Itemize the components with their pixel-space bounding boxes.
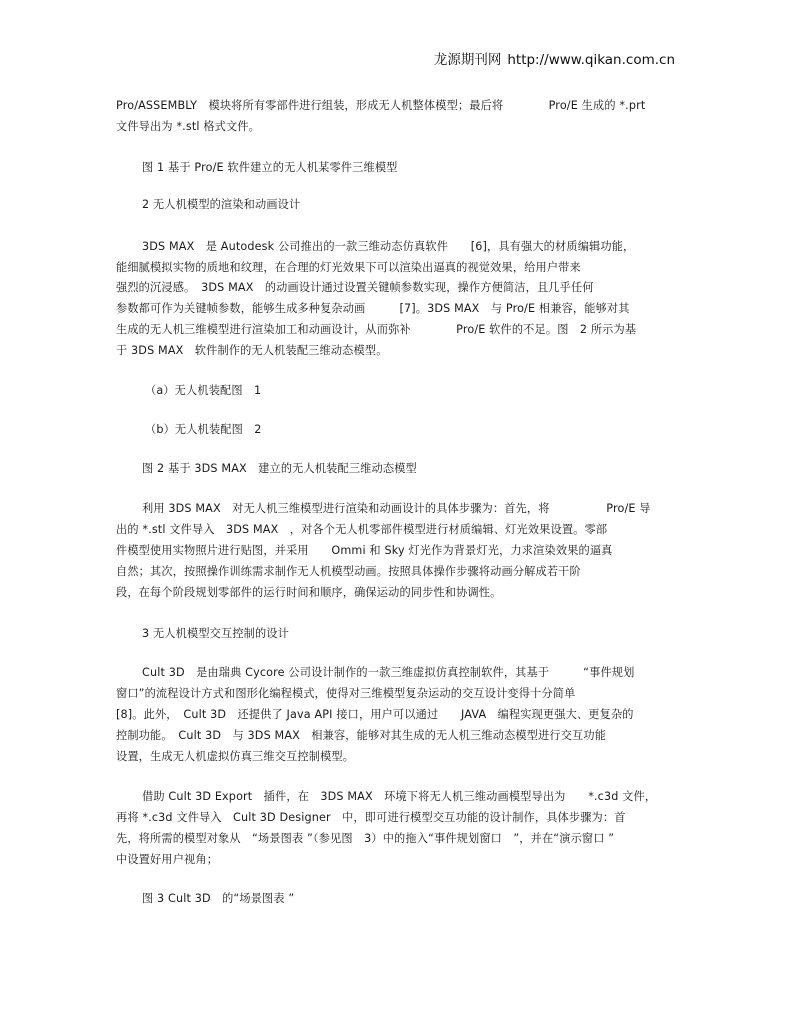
paragraph-line: 窗口”的流程设计方式和图形化编程模式，使得对三维模型复杂运动的交互设计变得十分简单	[116, 687, 576, 700]
paragraph-line: 先，将所需的模型对象从 “场景图表 ”（参见图 3）中的拖入“事件规划窗口 ”，并在“演示窗口 ”	[116, 832, 615, 845]
paragraph-line: 3DS MAX 是 Autodesk 公司推出的一款三维动态仿真软件 [6]，具有强大的材质编辑功能，	[142, 240, 635, 253]
figure-2-caption: 图 2 基于 3DS MAX 建立的无人机装配三维动态模型	[142, 462, 417, 475]
paragraph-line: 控制功能。 Cult 3D 与 3DS MAX 相兼容，能够对其生成的无人机三维动态模型进行交互功能	[116, 729, 607, 742]
figure-3-caption: 图 3 Cult 3D 的“场景图表 ”	[142, 892, 295, 905]
paragraph-line: 设置，生成无人机虚拟仿真三维交互控制模型。	[116, 750, 355, 763]
paragraph-line: 于 3DS MAX 软件制作的无人机装配三维动态模型。	[116, 344, 388, 357]
intro-line-2: 文件导出为 *.stl 格式文件。	[116, 120, 261, 133]
paragraph-line: 段，在每个阶段规划零部件的运行时间和顺序，确保运动的同步性和协调性。	[116, 586, 502, 599]
paragraph-line: 参数都可作为关键帧参数，能够生成多种复杂动画 [7]。3DS MAX 与 Pro/E 相兼容，能够对其	[116, 302, 630, 315]
paragraph-line: 强烈的沉浸感。 3DS MAX 的动画设计通过设置关键帧参数实现，操作方便简洁，且几乎任何	[116, 281, 594, 294]
site-name: 龙源期刊网	[433, 52, 502, 68]
intro-line-1: Pro/ASSEMBLY 模块将所有零部件进行组装，形成无人机整体模型；最后将 Pro/E 生成的 *.prt	[116, 99, 646, 112]
subfigure-b-caption: （b）无人机装配图 2	[145, 423, 262, 436]
subfigure-a-caption: （a）无人机装配图 1	[145, 384, 262, 397]
paragraph-line: 生成的无人机三维模型进行渲染加工和动画设计，从而弥补 Pro/E 软件的不足。图 2 所示为基	[116, 323, 637, 336]
section-3-heading: 3 无人机模型交互控制的设计	[142, 627, 290, 640]
paragraph-line: 借助 Cult 3D Export 插件，在 3DS MAX 环境下将无人机三维动画模型导出为 *.c3d 文件，	[142, 790, 657, 803]
paragraph-line: 出的 *.stl 文件导入 3DS MAX ，对各个无人机零部件模型进行材质编辑、灯光效果设置。零部	[116, 523, 608, 536]
paragraph-line: 再将 *.c3d 文件导入 Cult 3D Designer 中，即可进行模型交互功能的设计制作，具体步骤为：首	[116, 811, 626, 824]
paragraph-line: 自然；其次，按照操作训练需求制作无人机模型动画。按照具体操作步骤将动画分解成若干阶	[116, 565, 581, 578]
paragraph-line: Cult 3D 是由瑞典 Cycore 公司设计制作的一款三维虚拟仿真控制软件，其基于 “事件规划	[142, 666, 635, 679]
section-2-heading: 2 无人机模型的渲染和动画设计	[142, 198, 301, 211]
paragraph-line: 利用 3DS MAX 对无人机三维模型进行渲染和动画设计的具体步骤为：首先，将 Pro/E 导	[142, 502, 651, 515]
paragraph-line: 中设置好用户视角；	[116, 853, 219, 866]
site-url[interactable]: http://www.qikan.com.cn	[507, 52, 675, 68]
page-header	[434, 48, 675, 68]
paragraph-line: 能细腻模拟实物的质地和纹理，在合理的灯光效果下可以渲染出逼真的视觉效果，给用户带来	[116, 261, 581, 274]
paragraph-line: [8]。此外， Cult 3D 还提供了 Java API 接口，用户可以通过 JAVA 编程实现更强大、更复杂的	[116, 708, 634, 721]
paragraph-line: 件模型使用实物照片进行贴图，并采用 Ommi 和 Sky 灯光作为背景灯光，力求渲染效果的逼真	[116, 544, 613, 557]
figure-1-caption: 图 1 基于 Pro/E 软件建立的无人机某零件三维模型	[142, 161, 398, 174]
